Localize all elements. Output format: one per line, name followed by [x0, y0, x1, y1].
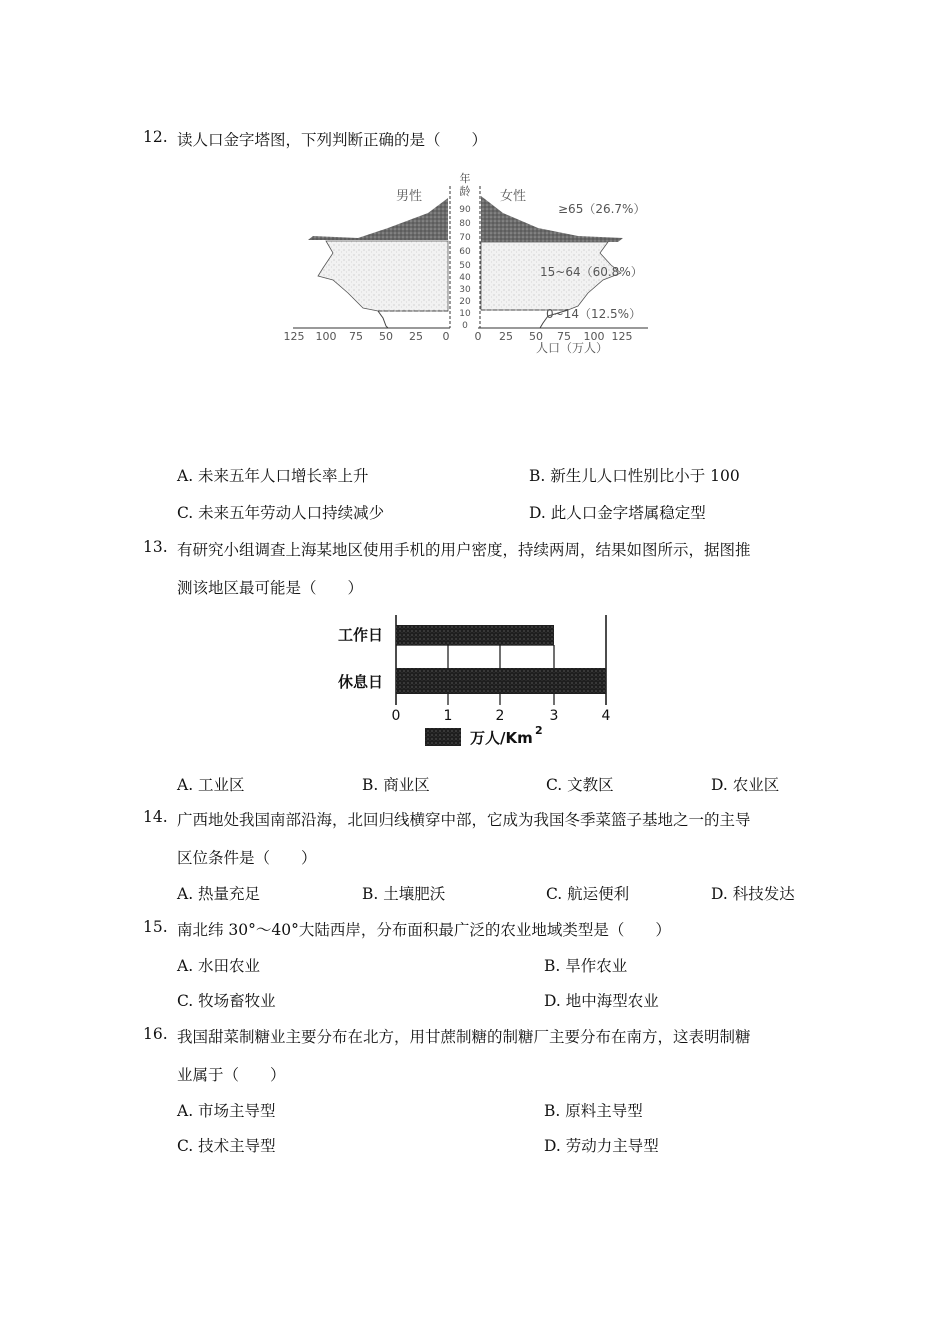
svg-text:70: 70: [459, 233, 471, 243]
q16-option-d[interactable]: D. 劳动力主导型: [544, 1137, 659, 1155]
svg-text:100: 100: [315, 330, 337, 343]
category-label-workday: 工作日: [338, 626, 384, 644]
svg-text:10: 10: [459, 309, 471, 319]
female-label: 女性: [500, 189, 527, 204]
q12-option-d[interactable]: D. 此人口金字塔属稳定型: [529, 504, 706, 522]
q15-option-a[interactable]: A. 水田农业: [177, 957, 261, 975]
age-axis-label-2: 龄: [459, 185, 471, 198]
category-label-restday: 休息日: [338, 673, 384, 691]
svg-text:0: 0: [462, 321, 468, 331]
question-15-stem: 南北纬 30°～40°大陆西岸，分布面积最广泛的农业地域类型是（ ）: [177, 921, 671, 939]
svg-text:60: 60: [459, 247, 471, 257]
male-working-area: [318, 241, 448, 311]
svg-text:4: 4: [601, 708, 611, 724]
q16-option-c[interactable]: C. 技术主导型: [177, 1137, 276, 1155]
svg-text:0: 0: [474, 330, 482, 343]
q13-option-a[interactable]: A. 工业区: [177, 776, 245, 794]
phone-density-bar-chart: [335, 610, 620, 755]
svg-text:90: 90: [459, 205, 471, 215]
question-13-number: 13.: [143, 538, 168, 556]
svg-text:80: 80: [459, 219, 471, 229]
svg-text:75: 75: [557, 330, 571, 343]
svg-text:50: 50: [379, 330, 393, 343]
question-14-stem-line2: 区位条件是（ ）: [177, 849, 317, 867]
question-14-stem-line1: 广西地处我国南部沿海，北回归线横穿中部，它成为我国冬季菜篮子基地之一的主导: [177, 811, 751, 829]
group-label-working: 15~64（60.8%）: [540, 265, 643, 279]
q16-option-b[interactable]: B. 原料主导型: [544, 1102, 643, 1120]
svg-text:100: 100: [583, 330, 605, 343]
x-axis-unit: 人口（万人）: [536, 341, 609, 355]
q15-option-b[interactable]: B. 旱作农业: [544, 957, 628, 975]
question-14-number: 14.: [143, 808, 168, 826]
bar-workday: [396, 625, 554, 645]
question-12-stem: 读人口金字塔图，下列判断正确的是（ ）: [177, 131, 488, 149]
question-16-number: 16.: [143, 1025, 168, 1043]
svg-text:20: 20: [459, 297, 471, 307]
group-label-children: 0~14（12.5%）: [546, 307, 642, 321]
question-16-stem-line2: 业属于（ ）: [177, 1066, 286, 1084]
question-13-stem-line1: 有研究小组调查上海某地区使用手机的用户密度，持续两周，结果如图所示，据图推: [177, 541, 751, 559]
phone-density-figure: [335, 610, 620, 755]
svg-text:25: 25: [499, 330, 513, 343]
question-15-number: 15.: [143, 918, 168, 936]
svg-text:30: 30: [459, 285, 471, 295]
legend-swatch: [425, 728, 461, 746]
q15-option-c[interactable]: C. 牧场畜牧业: [177, 992, 276, 1010]
svg-text:50: 50: [459, 261, 471, 271]
q12-option-a[interactable]: A. 未来五年人口增长率上升: [177, 467, 369, 485]
q14-option-c[interactable]: C. 航运便利: [546, 885, 630, 903]
svg-text:125: 125: [283, 330, 305, 343]
svg-text:75: 75: [349, 330, 363, 343]
svg-text:25: 25: [409, 330, 423, 343]
svg-text:2: 2: [495, 708, 505, 724]
q12-option-c[interactable]: C. 未来五年劳动人口持续减少: [177, 504, 385, 522]
q14-option-a[interactable]: A. 热量充足: [177, 885, 261, 903]
q14-option-b[interactable]: B. 土壤肥沃: [362, 885, 446, 903]
male-label: 男性: [396, 189, 423, 204]
q13-option-c[interactable]: C. 文教区: [546, 776, 614, 794]
group-label-elderly: ≥65（26.7%）: [558, 202, 646, 216]
question-16-stem-line1: 我国甜菜制糖业主要分布在北方，用甘蔗制糖的制糖厂主要分布在南方，这表明制糖: [177, 1028, 751, 1046]
population-pyramid-chart: [278, 168, 678, 358]
legend-superscript: 2: [535, 724, 543, 737]
bar-restday: [396, 668, 606, 694]
svg-text:0: 0: [442, 330, 450, 343]
q13-option-d[interactable]: D. 农业区: [711, 776, 780, 794]
q13-option-b[interactable]: B. 商业区: [362, 776, 430, 794]
svg-text:50: 50: [529, 330, 543, 343]
q16-option-a[interactable]: A. 市场主导型: [177, 1102, 276, 1120]
svg-text:0: 0: [391, 708, 401, 724]
age-axis-label-1: 年: [459, 172, 471, 185]
population-pyramid-figure: [278, 168, 678, 358]
svg-text:125: 125: [611, 330, 633, 343]
male-elderly-area: [308, 198, 448, 240]
q15-option-d[interactable]: D. 地中海型农业: [544, 992, 659, 1010]
legend-label: 万人/Km: [470, 729, 533, 747]
svg-text:1: 1: [443, 708, 453, 724]
question-12-number: 12.: [143, 128, 168, 146]
q12-option-b[interactable]: B. 新生儿人口性别比小于 100: [529, 467, 740, 485]
svg-text:40: 40: [459, 273, 471, 283]
question-13-stem-line2: 测该地区最可能是（ ）: [177, 579, 364, 597]
q14-option-d[interactable]: D. 科技发达: [711, 885, 795, 903]
svg-text:3: 3: [549, 708, 559, 724]
